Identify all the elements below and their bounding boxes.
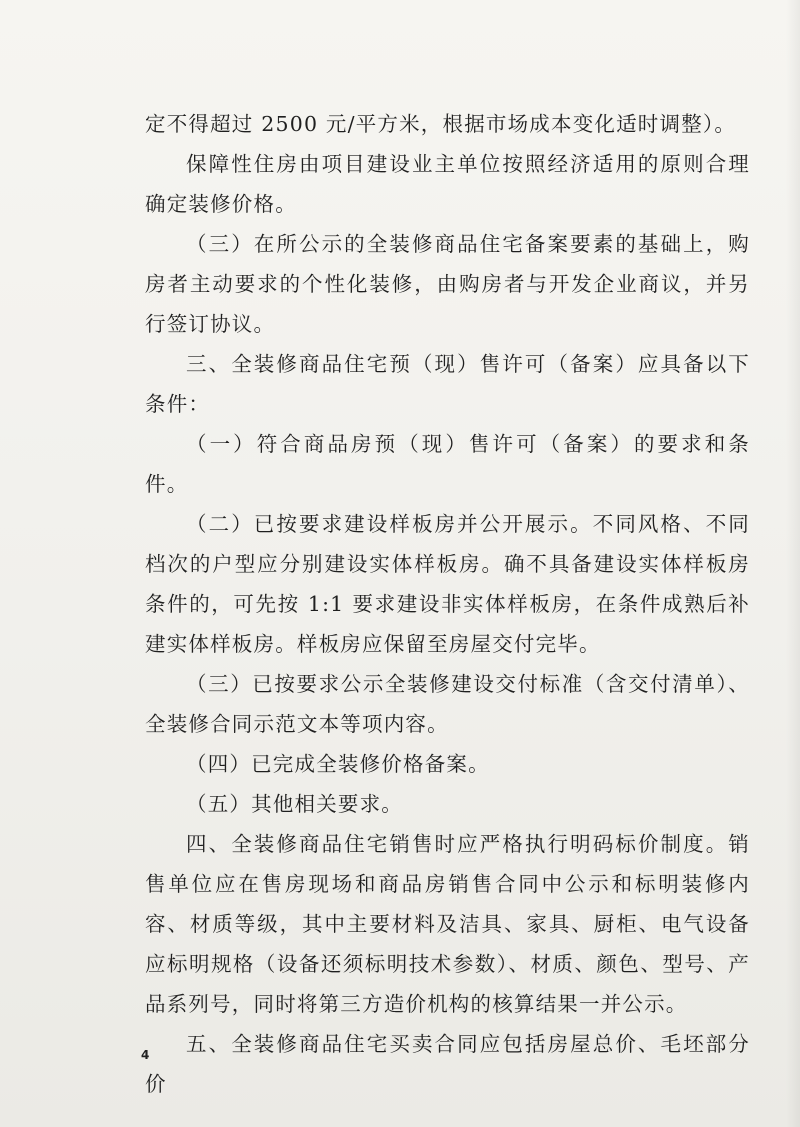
paragraph-condition-2: （二）已按要求建设样板房并公开展示。不同风格、不同档次的户型应分别建设实体样板房。确不具备建设实体样板房条件的，可先按 1:1 要求建设非实体样板房，在条件成熟后补建实体样板房。样板房应保留至房屋交付完毕。 <box>145 512 750 656</box>
paragraph-condition-5: （五）其他相关要求。 <box>186 792 403 816</box>
paragraph-affordable-housing: 保障性住房由项目建设业主单位按照经济适用的原则合理确定装修价格。 <box>145 152 750 216</box>
document-body <box>145 104 750 1104</box>
paragraph-continuation: 定不得超过 2500 元/平方米，根据市场成本变化适时调整）。 <box>145 112 737 136</box>
paragraph-condition-3: （三）已按要求公示全装修建设交付标准（含交付清单）、全装修合同示范文本等项内容。 <box>145 672 750 736</box>
paragraph-section-4: 四、全装修商品住宅销售时应严格执行明码标价制度。销售单位应在售房现场和商品房销售合同中公示和标明装修内容、材质等级，其中主要材料及洁具、家具、厨柜、电气设备应标明规格（设备还须标明技术参数）、材质、颜色、型号、产品系列号，同时将第三方造价机构的核算结果一并公示。 <box>145 832 750 1016</box>
paragraph-section-3-heading: 三、全装修商品住宅预（现）售许可（备案）应具备以下条件： <box>145 352 750 416</box>
paragraph-item-3-personalized-decoration: （三）在所公示的全装修商品住宅备案要素的基础上，购房者主动要求的个性化装修，由购房者与开发企业商议，并另行签订协议。 <box>145 232 750 336</box>
paragraph-condition-1: （一）符合商品房预（现）售许可（备案）的要求和条件。 <box>145 432 750 496</box>
page-edge-shadow <box>786 0 800 1127</box>
paragraph-condition-4: （四）已完成全装修价格备案。 <box>186 752 490 776</box>
page-number: 4 <box>141 1048 150 1062</box>
paragraph-section-5: 五、全装修商品住宅买卖合同应包括房屋总价、毛坯部分价 <box>145 1032 750 1096</box>
